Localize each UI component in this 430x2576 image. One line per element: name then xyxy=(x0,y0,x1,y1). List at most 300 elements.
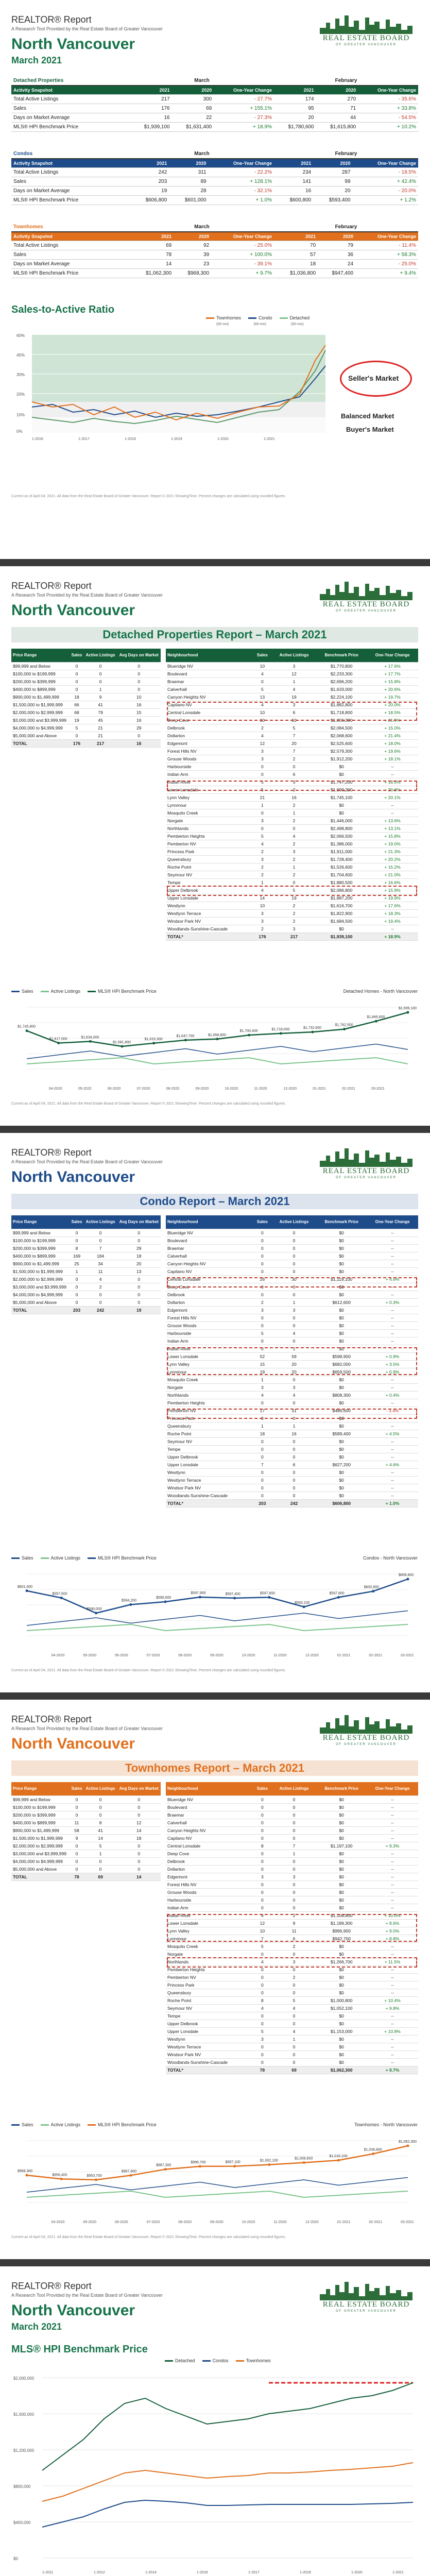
table-row xyxy=(166,1492,418,1499)
table-cell: 4 xyxy=(272,685,316,693)
highlight-box xyxy=(167,702,417,721)
table-row xyxy=(166,1826,418,1834)
table-cell: - 20.0% xyxy=(353,187,418,196)
table-cell: Blueridge NV xyxy=(166,1229,253,1236)
table-cell: 19 xyxy=(253,1368,272,1376)
trend-point-label: $1,846,600 xyxy=(367,1015,385,1020)
table-cell: 5 xyxy=(272,886,316,894)
table-row xyxy=(11,269,418,278)
table-cell: 10 xyxy=(253,1927,272,1935)
table-cell: + 18.9% xyxy=(367,933,418,940)
col-header: 2021 xyxy=(274,86,316,95)
trend-point-label: $1,617,000 xyxy=(49,1037,67,1041)
table-cell: -- xyxy=(367,801,418,809)
table-cell: 29 xyxy=(117,1244,161,1252)
table-cell: 6 xyxy=(272,708,316,716)
trend-point xyxy=(60,1597,63,1599)
table-cell: $1,119,100 xyxy=(316,1275,367,1283)
table-cell: - 25.0% xyxy=(355,260,418,269)
table-cell: 5 xyxy=(272,724,316,732)
table-cell: $99,999 and Below xyxy=(11,1229,70,1236)
table-cell: + 4.5% xyxy=(367,1430,418,1437)
table-cell: $900,000 to $1,499,999 xyxy=(11,1826,70,1834)
table-cell: + 9.0% xyxy=(367,1927,418,1935)
table-row xyxy=(11,662,161,670)
seller-market-callout: Seller's Market xyxy=(348,374,399,382)
table-cell: $1,747,200 xyxy=(316,778,367,786)
table-cell: 0 xyxy=(253,2012,272,2020)
table-cell: + 13.6% xyxy=(367,817,418,824)
table-row xyxy=(166,817,418,824)
col-header: Avg Days on Market xyxy=(117,649,161,662)
table-cell: 12 xyxy=(253,739,272,747)
trend-point xyxy=(26,2174,28,2177)
table-cell: Westlynn Terrace xyxy=(166,909,253,917)
trend-point-label: $1,581,800 xyxy=(113,1041,131,1044)
snapshot-rows xyxy=(11,241,418,278)
table-cell: -- xyxy=(367,809,418,817)
table-cell: 0 xyxy=(253,1973,272,1981)
table-cell: 99 xyxy=(313,177,352,187)
trend-month-label: 08-2020 xyxy=(178,2221,192,2224)
table-cell: 0 xyxy=(253,1399,272,1406)
table-cell: -- xyxy=(367,2012,418,2020)
table-cell: -- xyxy=(367,1383,418,1391)
table-cell: 0 xyxy=(272,1252,316,1260)
table-total-row xyxy=(11,1873,161,1880)
table-cell: 20 xyxy=(272,1368,316,1376)
table-cell: -- xyxy=(367,1873,418,1880)
report-title: REALTOR® Report xyxy=(11,2281,92,2291)
table-cell: 234 xyxy=(274,168,313,177)
table-cell: 0 xyxy=(253,1888,272,1896)
table-cell: Queensbury xyxy=(166,855,253,863)
table-cell: 1 xyxy=(272,1345,316,1352)
trend-point xyxy=(184,1039,187,1041)
table-row xyxy=(166,1337,418,1345)
table-cell: + 18.5% xyxy=(367,708,418,716)
table-cell: -- xyxy=(367,2058,418,2066)
trend-month-label: 12-2020 xyxy=(305,2221,319,2224)
table-cell: $0 xyxy=(316,2058,367,2066)
table-cell: Lynn Valley xyxy=(166,793,253,801)
table-cell: 0 xyxy=(117,1811,161,1819)
table-cell: Indian River xyxy=(166,1911,253,1919)
table-row xyxy=(166,1430,418,1437)
balanced-market-callout: Balanced Market xyxy=(341,412,394,420)
table-cell: 30 xyxy=(272,1275,316,1283)
trend-month-label: 06-2020 xyxy=(115,2221,128,2224)
table-cell: $1,062,300 xyxy=(316,2066,367,2074)
table-cell: -- xyxy=(367,1468,418,1476)
ratio-x-axis xyxy=(32,437,275,441)
table-cell: 15 xyxy=(253,1360,272,1368)
table-cell: 0 xyxy=(253,1321,272,1329)
report-title: REALTOR® Report xyxy=(11,14,92,25)
table-cell: 0 xyxy=(70,732,84,739)
table-cell: + 11.5% xyxy=(367,1958,418,1965)
logo-line-1: REAL ESTATE BOARD xyxy=(322,600,410,608)
highlight-box xyxy=(167,1277,417,1287)
skyline-icon xyxy=(320,13,412,34)
table-cell: Edgemont xyxy=(166,1306,253,1314)
trend-point xyxy=(89,1040,92,1043)
table-cell: 2 xyxy=(272,917,316,925)
table-cell: $2,000,000 to $2,999,999 xyxy=(11,708,70,716)
table-cell: 6 xyxy=(272,1935,316,1942)
table-cell: Queensbury xyxy=(166,1989,253,1996)
table-row xyxy=(11,1291,161,1298)
table-cell: 3 xyxy=(272,701,316,708)
legend-active: Active Listings xyxy=(41,989,81,994)
table-cell: + 21.3% xyxy=(367,848,418,855)
table-cell: 0 xyxy=(253,1260,272,1267)
trend-point-label: $1,700,400 xyxy=(239,1029,258,1033)
table-row xyxy=(11,693,161,701)
table-cell: 0 xyxy=(272,1414,316,1422)
table-cell: Canyon Heights NV xyxy=(166,1260,253,1267)
table-cell: - 22.2% xyxy=(209,168,274,177)
table-cell: 2 xyxy=(84,1283,117,1291)
trend-month-label: 11-2020 xyxy=(273,1654,287,1657)
table-cell: 3 xyxy=(272,1958,316,1965)
table-cell: $0 xyxy=(316,1229,367,1236)
svg-text:1-2014: 1-2014 xyxy=(145,2571,157,2574)
table-cell: Windsor Park NV xyxy=(166,2050,253,2058)
table-row xyxy=(166,878,418,886)
table-cell: 5 xyxy=(70,724,84,732)
table-cell: TOTAL xyxy=(11,739,70,747)
table-cell: $1,912,200 xyxy=(316,755,367,762)
trend-legend xyxy=(11,989,157,994)
month-2: February xyxy=(274,223,418,232)
table-cell: Westlynn Terrace xyxy=(166,2043,253,2050)
table-cell: 71 xyxy=(316,104,358,113)
region-title: North Vancouver xyxy=(11,602,135,619)
trend-point-label: $968,300 xyxy=(18,2170,33,2174)
table-cell: Roche Point xyxy=(166,1996,253,2004)
table-cell: 176 xyxy=(70,739,84,747)
col-header: Avg Days on Market xyxy=(117,1215,161,1229)
report-subtitle: A Research Tool Provided by the Real Estate Board of Greater Vancouver xyxy=(11,1159,163,1164)
condo-trend-chart xyxy=(11,1564,418,1662)
col-header: One-Year Change xyxy=(209,159,274,168)
table-cell: 0 xyxy=(117,1291,161,1298)
col-header: Benchmark Price xyxy=(316,1215,367,1229)
table-cell: $99,999 and Below xyxy=(11,662,70,670)
trend-month-label: 01-2021 xyxy=(313,1087,326,1091)
table-row xyxy=(11,685,161,693)
report-subtitle: A Research Tool Provided by the Real Estate Board of Greater Vancouver xyxy=(11,592,163,598)
table-cell: Sales xyxy=(11,104,130,113)
table-row xyxy=(166,2043,418,2050)
table-cell: 12 xyxy=(117,1819,161,1826)
table-cell: 3 xyxy=(272,662,316,670)
table-cell: 29 xyxy=(117,724,161,732)
report-month: March 2021 xyxy=(11,55,62,65)
table-cell: + 0.9% xyxy=(367,1352,418,1360)
table-cell: 0 xyxy=(272,1283,316,1291)
region-title: North Vancouver xyxy=(11,1168,135,1185)
table-cell: 0 xyxy=(272,1811,316,1819)
svg-text:0%: 0% xyxy=(16,429,23,434)
table-cell: Pemberton Heights xyxy=(166,1399,253,1406)
hpi-x-axis xyxy=(42,2571,404,2574)
col-header: 2021 xyxy=(130,159,169,168)
trend-point-label: $1,008,600 xyxy=(295,2157,313,2161)
table-cell: -- xyxy=(367,762,418,770)
table-cell: 3 xyxy=(272,925,316,933)
table-cell: Sales xyxy=(11,177,130,187)
col-header: 2020 xyxy=(174,232,211,241)
table-cell: 79 xyxy=(84,708,117,716)
table-cell: 3 xyxy=(253,909,272,917)
table-cell: Lynn Valley xyxy=(166,1927,253,1935)
table-row xyxy=(166,2050,418,2058)
table-cell: $0 xyxy=(316,1942,367,1950)
table-row xyxy=(166,747,418,755)
trend-month-label: 02-2021 xyxy=(342,1087,355,1091)
hpi-line-detached xyxy=(42,2383,413,2470)
legend-townhomes: Townhomes xyxy=(206,315,241,320)
table-cell: $0 xyxy=(316,2035,367,2043)
table-cell: -- xyxy=(367,925,418,933)
table-cell: $4,000,000 to $4,999,999 xyxy=(11,1857,70,1865)
svg-text:1-2018: 1-2018 xyxy=(300,2571,311,2574)
table-row xyxy=(166,1236,418,1244)
table-cell: Deep Cove xyxy=(166,1283,253,1291)
col-header: Sales xyxy=(70,1215,84,1229)
table-cell: + 1.0% xyxy=(367,1499,418,1507)
table-cell: 22 xyxy=(172,113,214,123)
table-cell: Woodlands-Sunshine-Cascade xyxy=(166,2058,253,2066)
table-cell: Indian River xyxy=(166,1345,253,1352)
trend-point-label: $600,800 xyxy=(364,1585,379,1589)
table-cell: Central Lonsdale xyxy=(166,708,253,716)
table-cell: 0 xyxy=(253,2043,272,2050)
table-cell: $400,000 to $899,999 xyxy=(11,1252,70,1260)
trend-month-label: 12-2020 xyxy=(283,1087,297,1091)
table-row xyxy=(166,1476,418,1484)
col-header: Price Range xyxy=(11,1215,70,1229)
trend-line-hpi xyxy=(27,2146,408,2180)
table-row xyxy=(166,677,418,685)
table-cell: -- xyxy=(367,1950,418,1958)
trend-point-label: $597,400 xyxy=(225,1592,240,1596)
table-cell: 36 xyxy=(318,250,355,260)
table-cell: 21 xyxy=(253,793,272,801)
table-cell: $100,000 to $199,999 xyxy=(11,1803,70,1811)
table-cell: 0 xyxy=(84,1298,117,1306)
table-cell: -- xyxy=(367,1376,418,1383)
table-cell: 0 xyxy=(117,685,161,693)
table-row xyxy=(166,1260,418,1267)
table-cell: -- xyxy=(367,1826,418,1834)
table-cell: $1,939,100 xyxy=(130,123,172,132)
trend-month-label: 12-2020 xyxy=(305,1654,319,1657)
table-cell: Delbrook xyxy=(166,724,253,732)
table-cell: 5 xyxy=(253,778,272,786)
page-5-trends xyxy=(0,2266,430,2576)
table-cell: -- xyxy=(367,1965,418,1973)
table-cell: -- xyxy=(367,1989,418,1996)
table-cell: + 42.4% xyxy=(353,177,418,187)
table-cell: $0 xyxy=(316,1414,367,1422)
table-row xyxy=(11,196,418,205)
table-cell: 0 xyxy=(70,685,84,693)
trend-point-label: $597,800 xyxy=(260,1591,276,1596)
table-cell: -- xyxy=(367,1834,418,1842)
legend-sub: (60-mo) xyxy=(291,323,304,326)
table-cell: 0 xyxy=(272,1376,316,1383)
table-cell: + 18.3% xyxy=(367,909,418,917)
table-cell: + 15.0% xyxy=(367,724,418,732)
table-cell: -- xyxy=(367,1306,418,1314)
table-cell: 0 xyxy=(272,1888,316,1896)
table-cell: Grouse Woods xyxy=(166,1321,253,1329)
table-row xyxy=(11,716,161,724)
table-cell: Grouse Woods xyxy=(166,755,253,762)
table-cell: $2,068,600 xyxy=(316,732,367,739)
table-cell: 1 xyxy=(272,1422,316,1430)
page-footnote: Current as of April 04, 2021. All data from the Real Estate Board of Greater Vancouver. Report © 2021 ShowingTime. Percent changes are calculated using rounded figures. xyxy=(11,2235,286,2239)
table-cell: - 35.6% xyxy=(358,95,418,104)
trend-point-label: $997,100 xyxy=(225,2160,240,2164)
table-cell: 11 xyxy=(70,1819,84,1826)
table-cell: Pemberton NV xyxy=(166,1406,253,1414)
table-cell: 0 xyxy=(253,1291,272,1298)
table-cell: 0 xyxy=(272,1236,316,1244)
table-cell: 174 xyxy=(274,95,316,104)
table-cell: 25 xyxy=(70,1260,84,1267)
table-cell: Boulevard xyxy=(166,1803,253,1811)
table-cell: $99,999 and Below xyxy=(11,1795,70,1803)
col-header: Activity Snapshot xyxy=(11,232,130,241)
table-cell: + 33.8% xyxy=(358,104,418,113)
table-cell: 0 xyxy=(272,2050,316,2058)
table-cell: 0 xyxy=(272,762,316,770)
table-cell: TOTAL* xyxy=(166,933,253,940)
table-cell: $1,386,000 xyxy=(316,840,367,848)
table-cell: 1 xyxy=(84,685,117,693)
table-row xyxy=(166,755,418,762)
table-cell: 0 xyxy=(253,1337,272,1345)
table-cell: 0 xyxy=(117,1842,161,1850)
table-cell: $3,000,000 and $3,999,999 xyxy=(11,1283,70,1291)
table-cell: Days on Market Average xyxy=(11,113,130,123)
col-header: One-Year Change xyxy=(211,232,274,241)
table-cell: $0 xyxy=(316,2050,367,2058)
svg-text:1-2018: 1-2018 xyxy=(125,437,136,441)
table-cell: 0 xyxy=(272,1989,316,1996)
trend-month-label: 09-2020 xyxy=(210,2221,223,2224)
trend-month-label: 09-2020 xyxy=(210,1654,223,1657)
trend-point xyxy=(343,1028,346,1030)
trend-point-label: $1,615,300 xyxy=(144,1037,163,1041)
table-cell: $598,900 xyxy=(316,1352,367,1360)
logo-line-1: REAL ESTATE BOARD xyxy=(322,1734,410,1742)
table-cell: 10 xyxy=(253,662,272,670)
table-row xyxy=(166,801,418,809)
table-cell: 0 xyxy=(84,1229,117,1236)
logo-line-2: OF GREATER VANCOUVER xyxy=(336,2310,397,2313)
table-cell: 0 xyxy=(272,1492,316,1499)
table-row xyxy=(166,2035,418,2043)
table-cell: 0 xyxy=(272,1267,316,1275)
trend-point xyxy=(95,2179,97,2181)
table-cell: 1 xyxy=(272,1850,316,1857)
logo-line-1: REAL ESTATE BOARD xyxy=(322,2300,410,2309)
table-cell: $1,526,600 xyxy=(316,863,367,871)
trend-point xyxy=(407,1011,409,1014)
table-cell: 2 xyxy=(253,1298,272,1306)
table-cell: Forest Hills NV xyxy=(166,1880,253,1888)
table-row xyxy=(166,1453,418,1461)
trend-point xyxy=(372,1590,374,1592)
table-cell: - 54.5% xyxy=(358,113,418,123)
table-cell: 0 xyxy=(272,878,316,886)
table-cell: 68 xyxy=(70,708,84,716)
table-cell: 3 xyxy=(253,1306,272,1314)
table-cell: 2 xyxy=(272,817,316,824)
table-cell: MLS® HPI Benchmark Price xyxy=(11,196,130,205)
svg-text:1-2017: 1-2017 xyxy=(248,2571,260,2574)
table-cell: 0 xyxy=(253,1850,272,1857)
table-cell: 0 xyxy=(84,670,117,677)
snapshot-section-title: Townhomes xyxy=(11,223,130,232)
table-cell: Boulevard xyxy=(166,1236,253,1244)
table-cell: + 17.7% xyxy=(367,670,418,677)
table-row xyxy=(166,848,418,855)
table-row xyxy=(11,168,418,177)
table-cell: -- xyxy=(367,1283,418,1291)
table-cell: 0 xyxy=(253,677,272,685)
table-cell: 11 xyxy=(84,1267,117,1275)
skyline-icon xyxy=(320,1146,412,1167)
table-cell: TOTAL xyxy=(11,1306,70,1314)
table-total-row xyxy=(11,1306,161,1314)
table-cell: Woodlands-Sunshine-Cascade xyxy=(166,925,253,933)
table-cell: $1,000,800 xyxy=(316,1996,367,2004)
table-cell: -- xyxy=(367,1803,418,1811)
table-cell: 89 xyxy=(169,177,208,187)
table-row xyxy=(166,1391,418,1399)
trend-line-hpi xyxy=(27,1012,408,1046)
table-cell: 15 xyxy=(117,708,161,716)
table-cell: Delbrook xyxy=(166,1857,253,1865)
table-cell: Lynnmour xyxy=(166,801,253,809)
table-cell: $200,000 to $399,999 xyxy=(11,677,70,685)
table-cell: $1,500,000 to $1,999,999 xyxy=(11,1267,70,1275)
table-cell: 4 xyxy=(272,2004,316,2012)
table-cell: 0 xyxy=(253,2058,272,2066)
table-cell: Dollarton xyxy=(166,732,253,739)
table-cell: 0 xyxy=(253,809,272,817)
table-cell: Indian River xyxy=(166,778,253,786)
table-cell: 3 xyxy=(253,917,272,925)
table-cell: -- xyxy=(367,1229,418,1236)
table-cell: 12 xyxy=(272,670,316,677)
table-cell: 0 xyxy=(117,1865,161,1873)
table-cell: 0 xyxy=(117,732,161,739)
table-cell: 0 xyxy=(70,1865,84,1873)
table-cell: Braemar xyxy=(166,1244,253,1252)
table-cell: Total Active Listings xyxy=(11,168,130,177)
svg-text:$1,200,000: $1,200,000 xyxy=(13,2448,35,2453)
table-cell: Days on Market Average xyxy=(11,187,130,196)
table-cell: $0 xyxy=(316,1345,367,1352)
table-cell: -- xyxy=(367,2020,418,2027)
